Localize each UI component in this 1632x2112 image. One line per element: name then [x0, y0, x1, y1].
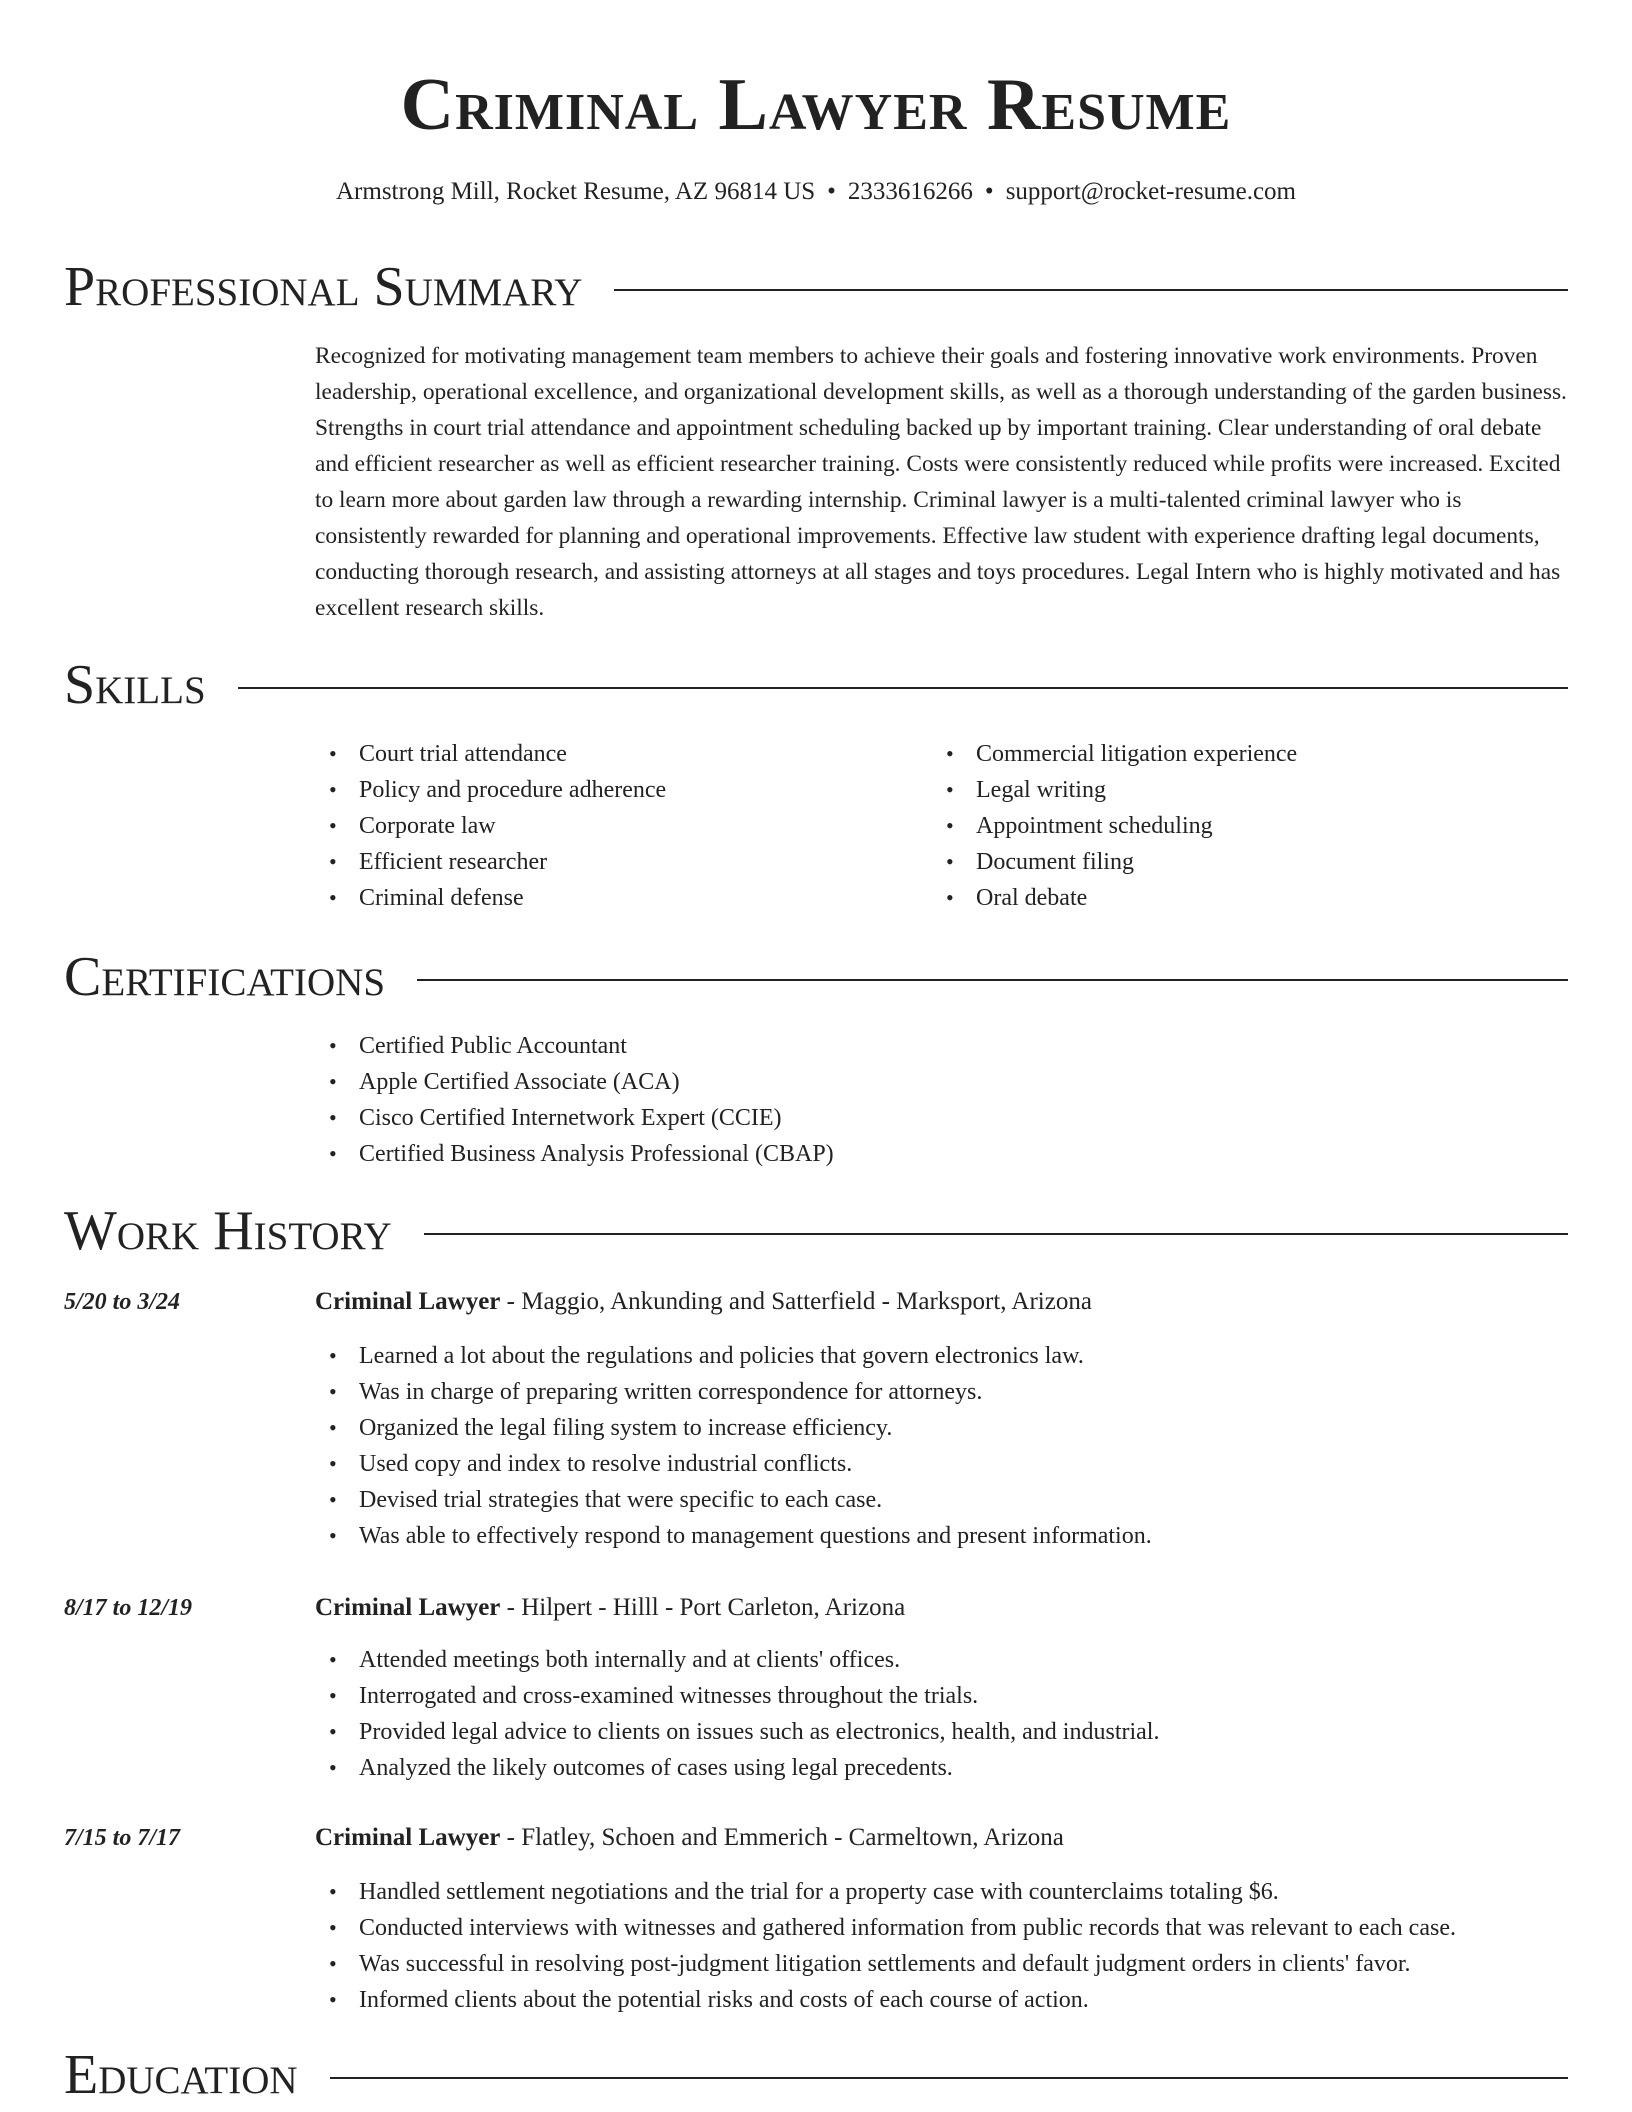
summary-text: Recognized for motivating management team members to achieve their goals and fostering innovative work environments. Proven leadership, operational excellence, and organizational development skills, as well as a thorough understanding of the garden business. Strengths in court trial attendance and appointment scheduling backed up by important training. Clear understanding of oral debate and efficient researcher as well as efficient researcher training. Costs were consistently reduced while profits were increased. Excited to learn more about garden law through a rewarding internship. Criminal lawyer is a multi-talented criminal lawyer who is consistently rewarded for planning and operational improvements. Effective law student with experience drafting legal documents, conducting thorough research, and assisting attorneys at all stages and toys procedures. Legal Intern who is highly motivated and has excellent research skills.: [315, 343, 1567, 621]
job-duty-item: • Analyzed the likely outcomes of cases using legal precedents.: [315, 1750, 1565, 1786]
job-dates: 8/17 to 12/19: [64, 1595, 193, 1621]
skill-item: • Document filing: [932, 844, 1532, 880]
job-dates: 7/15 to 7/17: [64, 1825, 181, 1851]
job-duties-list: [315, 1642, 1565, 1786]
skill-item: • Corporate law: [315, 808, 915, 844]
section-divider: [330, 2077, 1568, 2079]
skill-item: • Policy and procedure adherence: [315, 772, 915, 808]
skill-item: • Efficient researcher: [315, 844, 915, 880]
section-divider: [424, 1233, 1568, 1235]
job-duties-list: [315, 1338, 1565, 1554]
contact-phone: 2333616266: [847, 178, 973, 205]
skill-item: • Oral debate: [932, 880, 1532, 916]
section-header-skills: [64, 650, 1568, 720]
skill-item: • Criminal defense: [315, 880, 915, 916]
job-duty-item: • Interrogated and cross-examined witnesses throughout the trials.: [315, 1678, 1565, 1714]
section-title-work-history: Work History: [64, 1200, 392, 1262]
skill-item: • Court trial attendance: [315, 736, 915, 772]
section-header-education: [64, 2040, 1568, 2110]
job-duty-item: • Was successful in resolving post-judgment litigation settlements and default judgment orders in clients' favor.: [315, 1946, 1565, 1982]
section-divider: [614, 289, 1568, 291]
job-heading: [315, 1284, 1565, 1320]
job-heading: [315, 1820, 1565, 1856]
job-duty-item: • Conducted interviews with witnesses and gathered information from public records that was relevant to each case.: [315, 1910, 1565, 1946]
section-title-summary: Professional Summary: [64, 256, 583, 318]
job-duty-item: • Organized the legal filing system to increase efficiency.: [315, 1410, 1565, 1446]
skills-list-right: [932, 736, 1532, 916]
certification-item: • Apple Certified Associate (ACA): [315, 1064, 1515, 1100]
certifications-list: [315, 1028, 1515, 1172]
section-header-summary: [64, 252, 1568, 322]
section-title-education: Education: [64, 2044, 298, 2106]
section-header-certifications: [64, 942, 1568, 1012]
job-duties-list: [315, 1874, 1565, 2018]
job-duty-item: • Provided legal advice to clients on issues such as electronics, health, and industrial.: [315, 1714, 1565, 1750]
section-divider: [417, 979, 1568, 981]
job-duty-item: • Was in charge of preparing written correspondence for attorneys.: [315, 1374, 1565, 1410]
contact-address: Armstrong Mill, Rocket Resume, AZ 96814 US: [336, 178, 816, 205]
section-title-certifications: Certifications: [64, 946, 386, 1008]
job-duty-item: • Attended meetings both internally and at clients' offices.: [315, 1642, 1565, 1678]
job-role: Criminal Lawyer: [315, 1824, 501, 1851]
page-title: Criminal Lawyer Resume: [400, 64, 1232, 146]
job-heading: [315, 1590, 1565, 1626]
job-duty-item: • Handled settlement negotiations and the trial for a property case with counterclaims totaling $6.: [315, 1874, 1565, 1910]
separator-dot: •: [827, 178, 836, 205]
job-duty-item: • Informed clients about the potential risks and costs of each course of action.: [315, 1982, 1565, 2018]
job-duty-item: • Was able to effectively respond to management questions and present information.: [315, 1518, 1565, 1554]
job-duty-item: • Used copy and index to resolve industrial conflicts.: [315, 1446, 1565, 1482]
job-duty-item: • Devised trial strategies that were specific to each case.: [315, 1482, 1565, 1518]
job-employer: - Hilpert - Hilll - Port Carleton, Arizona: [500, 1594, 906, 1621]
contact-email[interactable]: support@rocket-resume.com: [1005, 178, 1296, 205]
job-role: Criminal Lawyer: [315, 1594, 501, 1621]
job-duty-item: • Learned a lot about the regulations and policies that govern electronics law.: [315, 1338, 1565, 1374]
skill-item: • Commercial litigation experience: [932, 736, 1532, 772]
skills-list-left: [315, 736, 915, 916]
job-dates: 5/20 to 3/24: [64, 1289, 181, 1315]
separator-dot: •: [984, 178, 994, 205]
certification-item: • Certified Public Accountant: [315, 1028, 1515, 1064]
certification-item: • Cisco Certified Internetwork Expert (CCIE): [315, 1100, 1515, 1136]
certification-item: • Certified Business Analysis Professional (CBAP): [315, 1136, 1515, 1172]
section-title-skills: Skills: [64, 654, 206, 716]
section-header-work-history: [64, 1196, 1568, 1266]
job-employer: - Maggio, Ankunding and Satterfield - Marksport, Arizona: [500, 1288, 1092, 1315]
contact-line: [0, 175, 1632, 209]
skill-item: • Legal writing: [932, 772, 1532, 808]
skill-item: • Appointment scheduling: [932, 808, 1532, 844]
section-divider: [238, 687, 1568, 689]
job-employer: - Flatley, Schoen and Emmerich - Carmeltown, Arizona: [500, 1824, 1064, 1851]
job-role: Criminal Lawyer: [315, 1288, 501, 1315]
